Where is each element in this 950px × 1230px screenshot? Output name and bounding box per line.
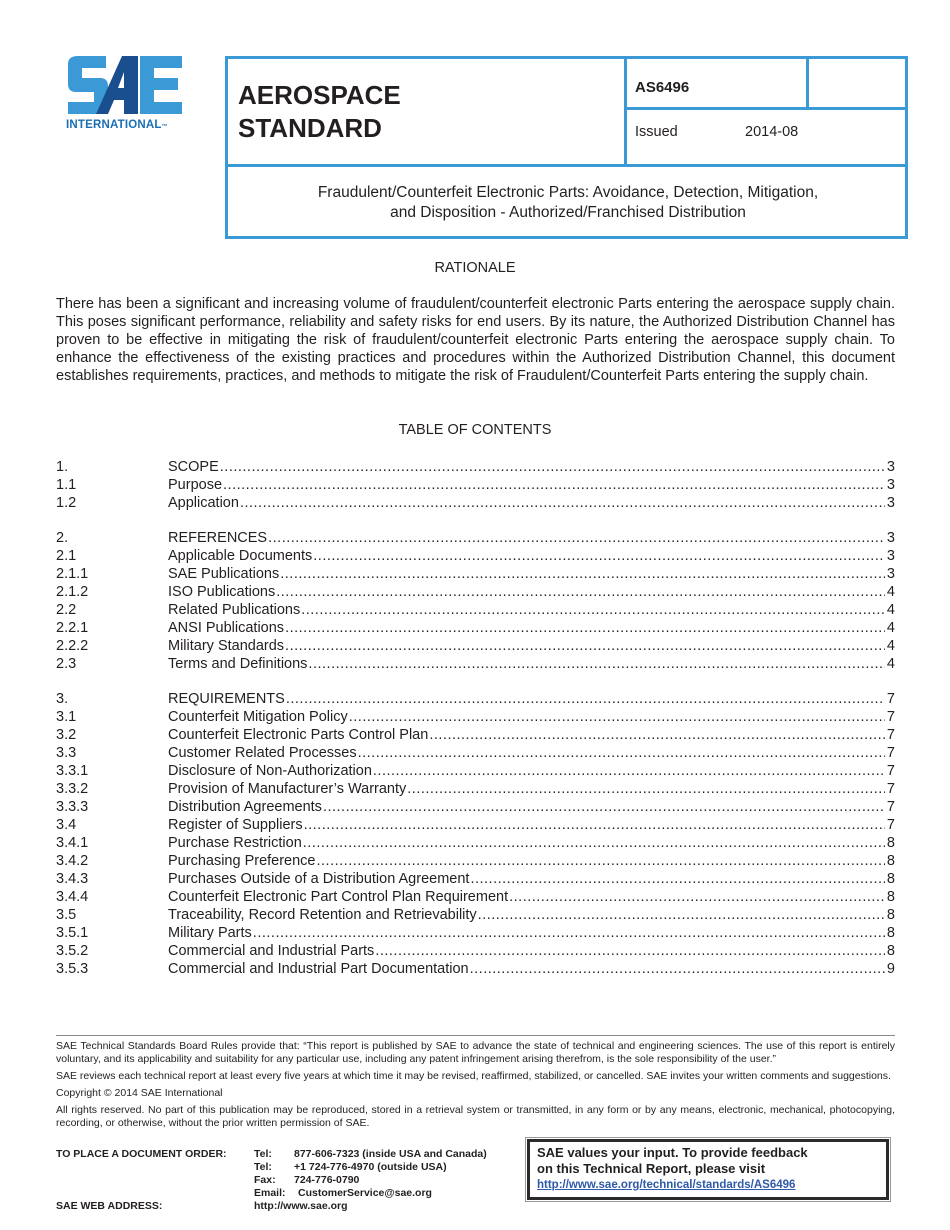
toc-leader-dots bbox=[312, 547, 885, 565]
toc-entry-title: Military Parts bbox=[168, 925, 252, 941]
toc-entry[interactable] bbox=[56, 619, 895, 637]
toc-entry[interactable] bbox=[56, 924, 895, 942]
review-text: SAE reviews each technical report at least every five years at which time it may be revised, reaffirmed, stabilized, or cancelled. SAE invites your written comments and suggestions. bbox=[56, 1070, 891, 1082]
toc-entry[interactable] bbox=[56, 494, 895, 512]
toc-entry-page: 4 bbox=[886, 620, 895, 636]
toc-entry[interactable] bbox=[56, 744, 895, 762]
toc-entry-page: 3 bbox=[886, 459, 895, 475]
toc-entry-number: 3.4 bbox=[56, 817, 77, 833]
toc-entry[interactable] bbox=[56, 655, 895, 673]
title-line: STANDARD bbox=[238, 113, 382, 143]
toc-entry-title: SCOPE bbox=[168, 459, 219, 475]
toc-entry-page: 4 bbox=[886, 584, 895, 600]
toc-entry-title: Application bbox=[168, 495, 239, 511]
toc-entry-title: Related Publications bbox=[168, 602, 301, 618]
toc-entry-title: Applicable Documents bbox=[168, 548, 313, 564]
document-number: AS6496 bbox=[635, 79, 690, 96]
toc-leader-dots bbox=[252, 924, 885, 942]
toc-entry[interactable] bbox=[56, 726, 895, 744]
logo-subtitle: INTERNATIONAL™ bbox=[66, 119, 168, 131]
toc-entry-title: Customer Related Processes bbox=[168, 745, 357, 761]
toc-entry-number: 2.1.2 bbox=[56, 584, 89, 600]
toc-leader-dots bbox=[348, 708, 885, 726]
toc-entry[interactable] bbox=[56, 942, 895, 960]
copyright-text: Copyright © 2014 SAE International bbox=[56, 1087, 223, 1099]
toc-entry-title: Counterfeit Mitigation Policy bbox=[168, 709, 348, 725]
toc-entry-title: Disclosure of Non-Authorization bbox=[168, 763, 372, 779]
toc-entry-page: 8 bbox=[886, 925, 895, 941]
toc-entry-page: 8 bbox=[886, 835, 895, 851]
toc-entry[interactable] bbox=[56, 888, 895, 906]
contact-key: Tel: bbox=[254, 1148, 272, 1160]
toc-entry-page: 8 bbox=[886, 907, 895, 923]
toc-entry[interactable] bbox=[56, 476, 895, 494]
toc-leader-dots bbox=[508, 888, 885, 906]
toc-entry-page: 4 bbox=[886, 602, 895, 618]
toc-entry-title: Register of Suppliers bbox=[168, 817, 303, 833]
toc-entry-title: Counterfeit Electronic Parts Control Plan bbox=[168, 727, 429, 743]
toc-leader-dots bbox=[285, 690, 885, 708]
toc-entry-title: REQUIREMENTS bbox=[168, 691, 285, 707]
toc-entry-page: 7 bbox=[886, 691, 895, 707]
contact-key: Fax: bbox=[254, 1174, 276, 1186]
toc-entry-page: 7 bbox=[886, 817, 895, 833]
toc-leader-dots bbox=[372, 762, 885, 780]
sae-logo-mark-icon bbox=[66, 54, 184, 116]
rationale-text: There has been a significant and increasing volume of fraudulent/counterfeit electronic Parts entering the aerospace supply chain. This poses significant performance, reliability and safety risks for end users. By its nature, the Authorized Distribution Channel has proven to be effective in mitigating the risk of fraudulent/counterfeit electronic Parts entering the aerospace supply chain. To enhance the effectiveness of the existing practices and procedures within the Authorized Distribution Channel, this document establishes requirements, practices, and methods to mitigate the risk of Fraudulent/Counterfeit Parts entering the supply chain. bbox=[56, 296, 895, 384]
toc-entry-title: Traceability, Record Retention and Retrievability bbox=[168, 907, 477, 923]
toc-entry-number: 3.3.1 bbox=[56, 763, 89, 779]
toc-entry-number: 3.1 bbox=[56, 709, 77, 725]
document-type-title bbox=[238, 79, 401, 145]
toc-entry-number: 2.1 bbox=[56, 548, 77, 564]
contact-value: +1 724-776-4970 (outside USA) bbox=[294, 1161, 447, 1173]
document-subject bbox=[228, 183, 908, 223]
board-rules-text: SAE Technical Standards Board Rules provide that: “This report is published by SAE to advance the state of technical and engineering sciences. The use of this report is entirely voluntary, and its applicability and suitability for any particular use, including any patent infringement arising therefrom, is the sole responsibility of the user.” bbox=[56, 1040, 895, 1065]
toc-entry-page: 7 bbox=[886, 709, 895, 725]
toc-entry-page: 3 bbox=[886, 530, 895, 546]
toc-entry-title: Distribution Agreements bbox=[168, 799, 322, 815]
toc-entry-number: 3.5.1 bbox=[56, 925, 89, 941]
toc-entry-number: 2.1.1 bbox=[56, 566, 89, 582]
toc-leader-dots bbox=[322, 798, 885, 816]
toc-entry[interactable] bbox=[56, 870, 895, 888]
toc-entry-number: 3.4.1 bbox=[56, 835, 89, 851]
toc-entry-title: Purchasing Preference bbox=[168, 853, 316, 869]
toc-leader-dots bbox=[357, 744, 885, 762]
toc-entry-page: 4 bbox=[886, 638, 895, 654]
toc-leader-dots bbox=[406, 780, 885, 798]
toc-entry-title: Purpose bbox=[168, 477, 223, 493]
toc-entry-page: 8 bbox=[886, 853, 895, 869]
toc-entry-number: 2.2 bbox=[56, 602, 77, 618]
footer-notices bbox=[56, 1040, 895, 1134]
web-address-link[interactable]: http://www.sae.org bbox=[254, 1200, 348, 1212]
toc-entry-page: 7 bbox=[886, 781, 895, 797]
rationale-heading: RATIONALE bbox=[434, 260, 516, 276]
subject-line: Fraudulent/Counterfeit Electronic Parts: Avoidance, Detection, Mitigation, bbox=[317, 184, 819, 201]
toc-entry[interactable] bbox=[56, 762, 895, 780]
toc-entry[interactable] bbox=[56, 834, 895, 852]
toc-entry-number: 3.5.2 bbox=[56, 943, 89, 959]
toc-entry-number: 3.3.3 bbox=[56, 799, 89, 815]
toc-heading: TABLE OF CONTENTS bbox=[398, 422, 552, 438]
toc-entry-page: 3 bbox=[886, 495, 895, 511]
toc-entry[interactable] bbox=[56, 637, 895, 655]
toc-entry-number: 3. bbox=[56, 691, 69, 707]
toc-section-group bbox=[56, 458, 895, 512]
toc-entry[interactable] bbox=[56, 583, 895, 601]
toc-entry-number: 2. bbox=[56, 530, 69, 546]
toc-entry-number: 1.1 bbox=[56, 477, 77, 493]
toc-leader-dots bbox=[284, 619, 885, 637]
toc-entry-number: 3.3 bbox=[56, 745, 77, 761]
toc-entry[interactable] bbox=[56, 708, 895, 726]
toc-leader-dots bbox=[284, 637, 885, 655]
subject-line: and Disposition - Authorized/Franchised Distribution bbox=[390, 204, 746, 221]
toc-entry-number: 1. bbox=[56, 459, 69, 475]
toc-entry-title: SAE Publications bbox=[168, 566, 280, 582]
toc-leader-dots bbox=[219, 458, 885, 476]
toc-leader-dots bbox=[275, 583, 885, 601]
title-line: AEROSPACE bbox=[238, 80, 401, 110]
toc-entry-page: 4 bbox=[886, 656, 895, 672]
toc-entry-title: Purchases Outside of a Distribution Agreement bbox=[168, 871, 470, 887]
toc-entry-number: 3.2 bbox=[56, 727, 77, 743]
toc-entry-number: 2.3 bbox=[56, 656, 77, 672]
toc-entry[interactable] bbox=[56, 601, 895, 619]
document-header-box bbox=[225, 56, 908, 239]
divider bbox=[624, 107, 908, 110]
web-label: SAE WEB ADDRESS: bbox=[56, 1200, 163, 1212]
toc-leader-dots bbox=[316, 852, 886, 870]
toc-entry-title: Commercial and Industrial Part Documentation bbox=[168, 961, 469, 977]
toc-leader-dots bbox=[279, 565, 885, 583]
contact-key: Tel: bbox=[254, 1161, 272, 1173]
toc-entry[interactable] bbox=[56, 852, 895, 870]
toc-entry-title: ANSI Publications bbox=[168, 620, 285, 636]
toc-entry-page: 7 bbox=[886, 799, 895, 815]
toc-entry-title: Purchase Restriction bbox=[168, 835, 302, 851]
feedback-text: on this Technical Report, please visit bbox=[537, 1160, 766, 1176]
toc-entry[interactable] bbox=[56, 906, 895, 924]
toc-leader-dots bbox=[239, 494, 885, 512]
toc-entry-title: ISO Publications bbox=[168, 584, 276, 600]
toc-entry[interactable] bbox=[56, 960, 895, 978]
toc-leader-dots bbox=[477, 906, 885, 924]
toc-leader-dots bbox=[469, 960, 885, 978]
toc-entry-number: 1.2 bbox=[56, 495, 77, 511]
order-label: TO PLACE A DOCUMENT ORDER: bbox=[56, 1148, 227, 1160]
toc-entry-page: 8 bbox=[886, 943, 895, 959]
toc-entry-number: 3.4.4 bbox=[56, 889, 89, 905]
email-link[interactable]: CustomerService@sae.org bbox=[298, 1187, 432, 1199]
toc-entry-number: 2.2.1 bbox=[56, 620, 89, 636]
toc-entry[interactable] bbox=[56, 690, 895, 708]
toc-entry[interactable] bbox=[56, 798, 895, 816]
toc-entry-number: 2.2.2 bbox=[56, 638, 89, 654]
toc-leader-dots bbox=[300, 601, 885, 619]
toc-section-group bbox=[56, 529, 895, 673]
toc-entry-number: 3.5.3 bbox=[56, 961, 89, 977]
toc-entry-page: 8 bbox=[886, 889, 895, 905]
toc-entry-page: 3 bbox=[886, 548, 895, 564]
toc-leader-dots bbox=[222, 476, 885, 494]
toc-leader-dots bbox=[374, 942, 885, 960]
issued-label: Issued bbox=[635, 124, 678, 140]
toc-entry[interactable] bbox=[56, 529, 895, 547]
toc-entry[interactable] bbox=[56, 565, 895, 583]
toc-entry-page: 3 bbox=[886, 477, 895, 493]
toc-leader-dots bbox=[428, 726, 885, 744]
feedback-text: SAE values your input. To provide feedback bbox=[537, 1145, 808, 1160]
toc-leader-dots bbox=[302, 834, 885, 852]
order-info bbox=[56, 1148, 487, 1213]
toc-entry-page: 7 bbox=[886, 727, 895, 743]
toc-leader-dots bbox=[469, 870, 885, 888]
toc-entry-page: 3 bbox=[886, 566, 895, 582]
toc-entry-page: 7 bbox=[886, 745, 895, 761]
contact-key: Email: bbox=[254, 1187, 286, 1199]
toc-entry-number: 3.3.2 bbox=[56, 781, 89, 797]
toc-entry-title: Provision of Manufacturer’s Warranty bbox=[168, 781, 407, 797]
toc-entry-page: 8 bbox=[886, 871, 895, 887]
toc-entry-number: 3.4.3 bbox=[56, 871, 89, 887]
contact-value: 877-606-7323 (inside USA and Canada) bbox=[294, 1148, 487, 1160]
issued-date: 2014-08 bbox=[745, 124, 799, 140]
divider bbox=[228, 164, 908, 167]
divider bbox=[806, 59, 809, 109]
toc-leader-dots bbox=[303, 816, 885, 834]
divider bbox=[624, 59, 627, 166]
toc-entry-title: Military Standards bbox=[168, 638, 285, 654]
toc-section-group bbox=[56, 690, 895, 978]
toc-entry-number: 3.4.2 bbox=[56, 853, 89, 869]
contact-value: 724-776-0790 bbox=[294, 1174, 360, 1186]
toc-entry-title: REFERENCES bbox=[168, 530, 268, 546]
toc-entry-page: 9 bbox=[886, 961, 895, 977]
toc-leader-dots bbox=[307, 655, 885, 673]
sae-logo bbox=[66, 54, 196, 134]
feedback-box bbox=[527, 1139, 889, 1200]
toc-entry[interactable] bbox=[56, 458, 895, 476]
toc-entry[interactable] bbox=[56, 547, 895, 565]
toc-entry-title: Terms and Definitions bbox=[168, 656, 308, 672]
footer-divider bbox=[56, 1035, 895, 1036]
rights-text: All rights reserved. No part of this publication may be reproduced, stored in a retrieval system or transmitted, in any form or by any means, electronic, mechanical, photocopying, recording, or otherwise, without the prior written permission of SAE. bbox=[56, 1104, 895, 1129]
toc-entry-page: 7 bbox=[886, 763, 895, 779]
toc-entry[interactable] bbox=[56, 816, 895, 834]
toc-entry-number: 3.5 bbox=[56, 907, 77, 923]
toc-entry-title: Commercial and Industrial Parts bbox=[168, 943, 375, 959]
toc-entry-title: Counterfeit Electronic Part Control Plan Requirement bbox=[168, 889, 509, 905]
toc-entry[interactable] bbox=[56, 780, 895, 798]
feedback-link[interactable]: http://www.sae.org/technical/standards/AS6496 bbox=[537, 1179, 796, 1191]
toc-leader-dots bbox=[267, 529, 885, 547]
table-of-contents bbox=[56, 458, 895, 995]
